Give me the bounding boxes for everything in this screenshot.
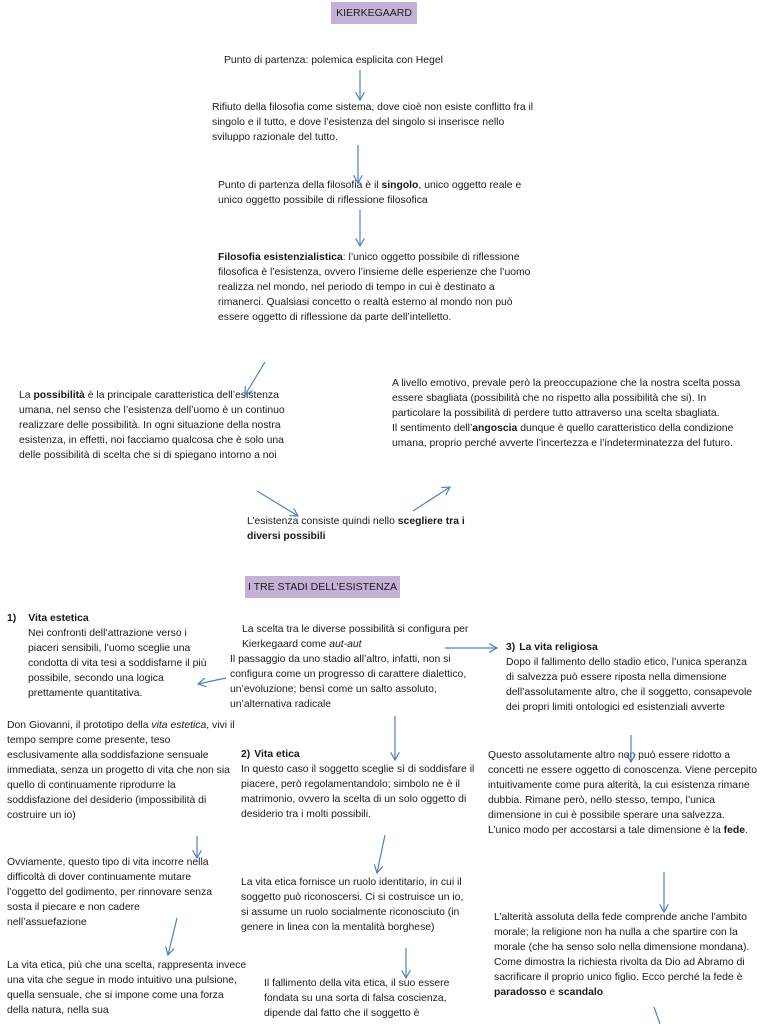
ruolo-text: La vita etica fornisce un ruolo identitario, in cui il soggetto può riconoscersi. Ci si costruisce un io, si assume un ruolo socialmente riconosciuto (in genere in linea con la mentalità borghese) — [241, 877, 464, 933]
vita-etica-text: In questo caso il soggetto sceglie sì di soddisfare il piacere, però regolamentandolo; simbolo ne è il matrimonio, ovvero la scelta di un solo oggetto di desiderio tra i molti possibili. — [241, 764, 475, 820]
emotivo-p2: Il sentimento dell’angoscia dunque è quello caratteristico della condizione umana, proprio perché avverte l’incertezza e l’indeterminatezza del futuro. — [392, 423, 734, 449]
filosofia-text — [218, 250, 543, 325]
start-point: Punto di partenza: polemica esplicita con Hegel — [224, 55, 443, 66]
angoscia-bold: angoscia — [472, 423, 518, 434]
emotivo-text — [392, 376, 757, 451]
singolo-text — [218, 178, 533, 208]
paradosso-bold: paradosso — [494, 987, 547, 998]
singolo-post: , unico oggetto reale e unico oggetto possibile di riflessione filosofica — [218, 180, 522, 206]
filosofia-post: : l’unico oggetto possibile di riflessione filosofica è l’esistenza, ovvero l’insieme delle esperienze che l’uomo realizza nel mondo, nel periodo di tempo in cui è destinato a rimanerci. Qualsiasi concetto o realtà esterno al mondo non può essere oggetto di riflessione da parte dell’intelletto. — [218, 252, 531, 323]
vita-estetica-italic: vita estetica — [151, 720, 207, 731]
possibilita-text: La possibilità è la principale caratteristica dell’esistenza umana, nel senso che l’esistenza dell’uomo è un continuo realizzare delle possibilità. In ogni situazione della nostra esistenza, in effetti, noi facciamo qualcosa che è solo una delle possibilità di scelta che si di spiegano intorno a noi — [19, 390, 285, 461]
singolo-bold: singolo — [381, 180, 419, 191]
vita-estetica-heading: 1) Vita estetica — [7, 613, 89, 624]
page-title: KIERKEGAARD — [331, 2, 417, 24]
passaggio-text: Il passaggio da uno stadio all’altro, infatti, non si configura come un progresso di carattere dialettico, un’evoluzione; bensì come un salto assoluto, un’alternativa radicale — [230, 654, 467, 710]
arrow-5 — [257, 491, 298, 516]
arrow-6 — [413, 487, 450, 511]
arrow-12 — [377, 835, 385, 873]
arrow-16 — [654, 1007, 660, 1024]
aut-aut-text: La scelta tra le diverse possibilità si configura per Kierkegaard come aut-aut Il passaggio da uno stadio all’altro, infatti, non si configura come un progresso di carattere dialettico, un’evoluzione; bensì come un salto assoluto, un’alternativa radicale — [230, 622, 480, 712]
singolo-pre: Punto di partenza della filosofia è il — [218, 180, 382, 191]
vita-etica-heading: 2) Vita etica — [241, 749, 300, 760]
vita-estetica-text: Nei confronti dell’attrazione verso i piaceri sensibili, l’uomo sceglie una condotta di vita tesi a soddisfarne il più possibile, secondo una logica prettamente quantitativa. — [28, 628, 207, 699]
filosofia-bold: Filosofia esistenzialistica — [218, 252, 343, 263]
assolutamente-altro-text: Questo assolutamente altro non può essere ridotto a concetti ne essere oggetto di conoscenza. Viene percepito intuitivamente come pura alterità, la cui esistenza rimane dubbia. Rimane però, nello stesso, tempo, l’unica dimensione in cui è possibile sperare una salvezza. L’unico modo per accostarsi a tale dimensione è la fede. — [488, 750, 757, 836]
scandalo-bold: scandalo — [558, 987, 604, 998]
scegliere-text: L’esistenza consiste quindi nello scegliere tra i diversi possibili — [247, 516, 465, 542]
possibilita-bold: possibilità — [33, 390, 85, 401]
aut-aut-italic: aut-aut — [329, 639, 362, 650]
fallimento-text: Il fallimento della vita etica, il suo essere fondata su una sorta di falsa coscienza, dipende dal fatto che il soggetto è — [264, 978, 450, 1019]
vita-religiosa-heading: 3) La vita religiosa — [506, 642, 598, 653]
don-giovanni-text: Don Giovanni, il prototipo della vita estetica, vivi il tempo sempre come presente, teso esclusivamente alla soddisfazione sensuale immediata, senza un progetto di vita che non sia quello di continuamente riprodurre la soddisfazione del desiderio (impossibilità di costruire un io) — [7, 720, 235, 821]
rifiuto-text: Rifiuto della filosofia come sistema, dove cioè non esiste conflitto fra il singolo e il tutto, e dove l’esistenza del singolo si inserisce nello sviluppo razionale del tutto. — [212, 102, 534, 143]
section-title: I TRE STADI DELL’ESISTENZA — [245, 576, 400, 598]
alterita-text: L’alterità assoluta della fede comprende anche l’ambito morale; la religione non ha nulla a che spartire con la morale (che ha senso solo nella dimensione mondana). Come dimostra la richiesta rivolta da Dio ad Abramo di sacrificare il proprio unico figlio. Ecco perché la fede è paradosso e scandalo — [494, 912, 750, 998]
fede-bold: fede — [723, 825, 746, 836]
scegliere-bold: scegliere tra i diversi possibili — [247, 516, 465, 542]
emotivo-p1: A livello emotivo, prevale però la preoccupazione che la nostra scelta possa essere sbagliata (possibilità che no rispetto alla possibilità che si). In particolare la possibilità di perdere tutto attraverso una scelta sbagliata. — [392, 378, 741, 419]
vita-religiosa-text: Dopo il fallimento dello stadio etico, l’unica speranza di salvezza può essere riposta nella dimensione dell’assolutamente altro, che il soggetto, consapevole dei propri limiti ontologici ed esistenziali avverte — [506, 657, 753, 713]
etica-scelta-text: La vita etica, più che una scelta, rappresenta invece una vita che segue in modo intuitivo una pulsione, quella sensuale, che si impone come una forza della natura, nella sua — [7, 960, 247, 1016]
ovviamente-text: Ovviamente, questo tipo di vita incorre nella difficoltà di dover continuamente mutare l’oggetto del godimento, per rinnovare senza sosta il piecare e non cadere nell’assuefazione — [7, 857, 213, 928]
